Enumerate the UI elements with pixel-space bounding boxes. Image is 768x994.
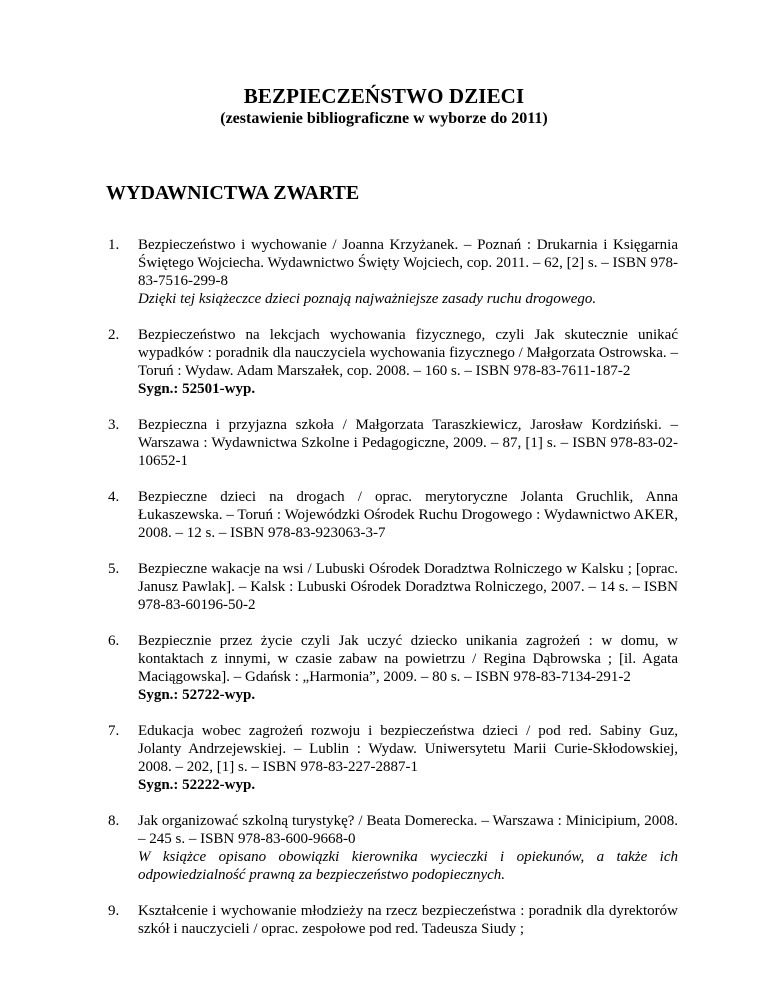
bibliography-entry-5	[108, 560, 678, 614]
bibliography-entry-1	[108, 236, 678, 308]
entry-text: Bezpiecznie przez życie czyli Jak uczyć dziecko unikania zagrożeń : w domu, w kontaktach z innymi, w czasie zabaw na powietrzu / Regina Dąbrowska ; [il. Agata Maciągowska]. – Gdańsk : „Harmonia”, 2009. – 80 s. – ISBN 978-83-7134-291-2	[138, 633, 678, 685]
entry-number: 2.	[108, 327, 120, 343]
section-heading: WYDAWNICTWA ZWARTE	[106, 182, 360, 204]
entry-number: 9.	[108, 903, 120, 919]
entry-text: Bezpieczne dzieci na drogach / oprac. merytoryczne Jolanta Gruchlik, Anna Łukaszewska. – Toruń : Wojewódzki Ośrodek Ruchu Drogowego : Wydawnictwo AKER, 2008. – 12 s. – ISBN 978-83-923063-3-7	[138, 489, 678, 541]
document-subtitle: (zestawienie bibliograficzne w wyborze do 2011)	[220, 110, 548, 127]
entry-text: Bezpieczna i przyjazna szkoła / Małgorzata Taraszkiewicz, Jarosław Kordziński. – Warszawa : Wydawnictwa Szkolne i Pedagogiczne, 2009. – 87, [1] s. – ISBN 978-83-02-10652-1	[138, 417, 678, 469]
entry-call-number: Sygn.: 52722-wyp.	[138, 687, 256, 703]
bibliography-entry-2	[108, 326, 678, 398]
entry-text: Bezpieczne wakacje na wsi / Lubuski Ośrodek Doradztwa Rolniczego w Kalsku ; [oprac. Janusz Pawlak]. – Kalsk : Lubuski Ośrodek Doradztwa Rolniczego, 2007. – 14 s. – ISBN 978-83-60196-50-2	[138, 561, 678, 613]
entry-number: 8.	[108, 813, 120, 829]
entry-text: Jak organizować szkolną turystykę? / Beata Domerecka. – Warszawa : Minicipium, 2008. – 245 s. – ISBN 978-83-600-9668-0	[138, 813, 678, 847]
entry-text: Edukacja wobec zagrożeń rozwoju i bezpieczeństwa dzieci / pod red. Sabiny Guz, Jolanty Andrzejewskiej. – Lublin : Wydaw. Uniwersytetu Marii Curie-Skłodowskiej, 2008. – 202, [1] s. – ISBN 978-83-227-2887-1	[138, 723, 678, 775]
entry-text: Bezpieczeństwo na lekcjach wychowania fizycznego, czyli Jak skutecznie unikać wypadków : poradnik dla nauczyciela wychowania fizycznego / Małgorzata Ostrowska. – Toruń : Wydaw. Adam Marszałek, cop. 2008. – 160 s. – ISBN 978-83-7611-187-2	[138, 327, 678, 379]
entry-number: 3.	[108, 417, 120, 433]
bibliography-entry-9	[108, 902, 678, 938]
entry-number: 4.	[108, 489, 120, 505]
bibliography-entry-8	[108, 812, 678, 884]
entry-number: 7.	[108, 723, 120, 739]
entry-note: W książce opisano obowiązki kierownika wycieczki i opiekunów, a także ich odpowiedzialność prawną za bezpieczeństwo podopiecznych.	[138, 849, 678, 883]
entry-call-number: Sygn.: 52501-wyp.	[138, 381, 256, 397]
entry-number: 6.	[108, 633, 120, 649]
bibliography-entry-3	[108, 416, 678, 470]
entry-call-number: Sygn.: 52222-wyp.	[138, 777, 256, 793]
entry-number: 5.	[108, 561, 120, 577]
bibliography-entry-6	[108, 632, 678, 704]
bibliography-list	[108, 236, 678, 956]
bibliography-entry-4	[108, 488, 678, 542]
document-title: BEZPIECZEŃSTWO DZIECI	[243, 84, 525, 108]
entry-number: 1.	[108, 237, 120, 253]
entry-note: Dzięki tej książeczce dzieci poznają najważniejsze zasady ruchu drogowego.	[138, 291, 597, 307]
entry-text: Kształcenie i wychowanie młodzieży na rzecz bezpieczeństwa : poradnik dla dyrektorów szkół i nauczycieli / oprac. zespołowe pod red. Tadeusza Siudy ;	[138, 903, 678, 937]
entry-text: Bezpieczeństwo i wychowanie / Joanna Krzyżanek. – Poznań : Drukarnia i Księgarnia Świętego Wojciecha. Wydawnictwo Święty Wojciech, cop. 2011. – 62, [2] s. – ISBN 978-83-7516-299-8	[138, 237, 678, 289]
bibliography-entry-7	[108, 722, 678, 794]
